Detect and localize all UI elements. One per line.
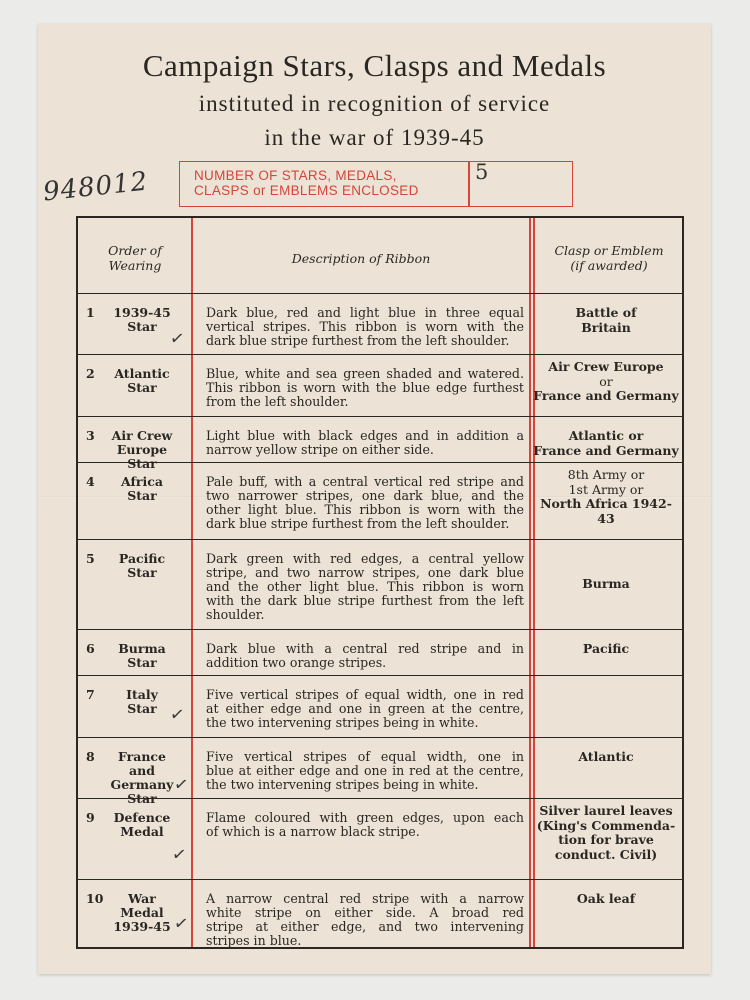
row-medal-name-line: Air Crew: [111, 428, 173, 443]
row-medal-name-line: Pacific: [118, 551, 166, 566]
header-order: [82, 243, 188, 273]
row-ribbon-description-line: stripe, and two narrow stripes, one dark blue: [206, 565, 524, 580]
row-medal-name: [102, 811, 182, 839]
row-clasp-line: Silver laurel leaves: [539, 803, 673, 818]
row-number: 10: [86, 891, 104, 906]
row-ribbon-description-line: the two intervening stripes being in white.: [206, 777, 479, 792]
table-row: [78, 737, 682, 806]
row-ribbon-description: [206, 750, 524, 792]
row-medal-name: [102, 367, 182, 395]
row-medal-name-line: 1939-45: [113, 919, 171, 934]
table-row: [78, 462, 682, 539]
row-number: 9: [86, 810, 95, 825]
table-row: [78, 539, 682, 629]
row-ribbon-description-line: blue at either edge and one in red at the centre,: [206, 763, 524, 778]
row-clasp-emblem: [533, 306, 679, 335]
row-ribbon-description: [206, 475, 524, 531]
row-clasp-emblem: [533, 804, 679, 862]
row-medal-name-line: Italy: [126, 687, 158, 702]
row-ribbon-description-line: Dark blue with a central red stripe and in: [206, 641, 524, 656]
row-ribbon-description-line: of which is a narrow black stripe.: [206, 824, 420, 839]
row-ribbon-description-line: dark blue stripe furthest from the left shoulder.: [206, 516, 510, 531]
row-medal-name: [102, 306, 182, 334]
header-clasp-line1: Clasp or Emblem: [554, 243, 664, 258]
row-medal-name: [102, 552, 182, 580]
row-ribbon-description: [206, 552, 524, 622]
row-ribbon-description: [206, 688, 524, 730]
row-medal-name-line: Star: [127, 791, 157, 806]
row-medal-name-line: 1939-45: [113, 305, 171, 320]
row-clasp-line: France and Germany: [533, 388, 679, 403]
enclosed-count-label: [194, 168, 464, 198]
row-medal-name-line: Star: [127, 319, 157, 334]
row-clasp-line: Pacific: [582, 641, 630, 656]
row-ribbon-description: [206, 642, 524, 670]
row-ribbon-description: [206, 429, 524, 457]
row-ribbon-description-line: and the other light blue. This ribbon is worn: [206, 579, 524, 594]
row-ribbon-description-line: other light blue. This ribbon is worn with the: [206, 502, 524, 517]
row-ribbon-description-line: Blue, white and sea green shaded and watered.: [206, 366, 524, 381]
row-clasp-line: (King's Commenda-: [536, 817, 676, 833]
row-ribbon-description-line: Five vertical stripes of equal width, one in: [206, 749, 524, 764]
row-ribbon-description-line: white stripe on either side. A broad red: [206, 905, 524, 920]
row-medal-name-line: Star: [127, 380, 157, 395]
row-number: 3: [86, 428, 95, 443]
row-clasp-line: 1st Army or: [568, 481, 644, 497]
row-ribbon-description-line: Five vertical stripes of equal width, one in red: [206, 687, 524, 702]
row-clasp-line: Britain: [581, 319, 631, 335]
row-medal-name-line: Star: [127, 701, 157, 716]
row-clasp-line: 8th Army or: [567, 467, 645, 482]
document-subtitle-line2: in the war of 1939-45: [264, 125, 485, 150]
row-ribbon-description-line: This ribbon is worn with the blue edge furthest: [206, 380, 524, 395]
table-row: [78, 879, 682, 951]
row-medal-name-line: Africa: [121, 474, 163, 489]
enclosed-count-divider: [468, 162, 470, 206]
row-ribbon-description-line: Pale buff, with a central vertical red stripe and: [206, 474, 524, 489]
row-ribbon-description-line: Light blue with black edges and in addition a: [206, 428, 524, 443]
header-description: Description of Ribbon: [291, 251, 431, 266]
row-medal-name: [102, 892, 182, 934]
row-ribbon-description-line: narrow yellow stripe on either side.: [206, 442, 434, 457]
row-medal-name-line: Atlantic: [114, 366, 170, 381]
enclosed-count-label-line2: CLASPS or EMBLEMS ENCLOSED: [194, 183, 419, 198]
table-row: [78, 416, 682, 471]
row-clasp-emblem: [533, 468, 679, 526]
row-number: 7: [86, 687, 95, 702]
check-mark-icon: ✓: [168, 704, 186, 726]
row-ribbon-description-line: from the left shoulder.: [206, 394, 349, 409]
row-clasp-line: or: [599, 373, 613, 389]
row-ribbon-description-line: addition two orange stripes.: [206, 655, 387, 670]
header-order-line2: Wearing: [108, 258, 162, 273]
row-ribbon-description-line: Flame coloured with green edges, upon each: [206, 810, 524, 825]
check-mark-icon: ✓: [172, 774, 190, 796]
row-ribbon-description-line: at either edge and one in green at the centre,: [206, 701, 524, 716]
row-ribbon-description: [206, 367, 524, 409]
row-clasp-emblem: [533, 750, 679, 765]
row-medal-name-line: Medal: [120, 824, 164, 839]
row-number: 4: [86, 474, 95, 489]
row-medal-name-line: Burma: [118, 641, 166, 656]
medal-table: [76, 216, 684, 949]
row-number: 5: [86, 551, 95, 566]
row-medal-name-line: Defence: [113, 810, 171, 825]
row-medal-name-line: Star: [127, 565, 157, 580]
row-number: 8: [86, 749, 95, 764]
check-mark-icon: ✓: [170, 844, 188, 866]
row-ribbon-description-line: with the dark blue stripe furthest from the left: [206, 593, 524, 608]
row-medal-name-line: War: [128, 891, 156, 906]
document-subtitle-line1: instituted in recognition of service: [198, 91, 551, 116]
table-row: [78, 354, 682, 416]
row-medal-name-line: Star: [127, 488, 157, 503]
row-ribbon-description-line: stripes in blue.: [206, 933, 302, 948]
row-number: 2: [86, 366, 95, 381]
enclosed-count-box: [179, 161, 573, 207]
header-clasp: [536, 243, 682, 273]
header-clasp-line2: (if awarded): [570, 258, 648, 273]
row-clasp-line: Oak leaf: [576, 891, 636, 906]
row-clasp-line: Battle of: [575, 305, 637, 320]
row-ribbon-description-line: the two intervening stripes being in white.: [206, 715, 479, 730]
row-ribbon-description-line: two narrower stripes, one dark blue, and the: [206, 488, 524, 503]
row-clasp-line: tion for brave: [558, 832, 654, 847]
row-ribbon-description-line: dark blue stripe furthest from the left shoulder.: [206, 333, 510, 348]
row-ribbon-description-line: Dark blue, red and light blue in three equal: [206, 305, 524, 320]
header-order-line1: Order of: [108, 243, 162, 258]
row-medal-name: [102, 475, 182, 503]
row-clasp-emblem: [533, 577, 679, 592]
row-ribbon-description-line: A narrow central red stripe with a narrow: [206, 891, 524, 906]
table-row: [78, 675, 682, 737]
row-medal-name-line: Star: [127, 655, 157, 670]
enclosed-count-label-line1: NUMBER OF STARS, MEDALS,: [194, 168, 397, 183]
enclosed-count-value: 5: [475, 160, 489, 184]
row-clasp-emblem: [533, 892, 679, 907]
document-title: Campaign Stars, Clasps and Medals: [142, 48, 607, 83]
row-ribbon-description-line: Dark green with red edges, a central yellow: [206, 551, 524, 566]
document-sheet: [38, 24, 711, 974]
row-clasp-line: France and Germany: [533, 442, 679, 458]
row-medal-name-line: France: [118, 749, 166, 764]
row-clasp-line: conduct. Civil): [554, 846, 658, 862]
row-ribbon-description-line: stripe at either edge, and two intervening: [206, 919, 524, 934]
row-number: 6: [86, 641, 95, 656]
row-clasp-emblem: [533, 429, 679, 458]
check-mark-icon: ✓: [172, 913, 190, 935]
row-clasp-line: Atlantic: [578, 749, 634, 764]
row-ribbon-description: [206, 306, 524, 348]
row-clasp-emblem: [533, 360, 679, 404]
table-row: [78, 629, 682, 675]
row-clasp-line: Atlantic or: [568, 428, 644, 443]
row-ribbon-description: [206, 811, 524, 839]
row-clasp-line: Air Crew Europe: [548, 359, 664, 374]
handwritten-service-number: 948012: [41, 166, 150, 208]
row-medal-name-line: Europe Star: [116, 442, 168, 471]
row-ribbon-description-line: shoulder.: [206, 607, 265, 622]
row-medal-name-line: and Germany: [110, 763, 174, 792]
check-mark-icon: ✓: [168, 328, 186, 350]
row-clasp-line: North Africa 1942-43: [540, 496, 672, 526]
table-row: [78, 293, 682, 354]
row-clasp-emblem: [533, 642, 679, 657]
row-ribbon-description-line: vertical stripes. This ribbon is worn with the: [206, 319, 524, 334]
row-number: 1: [86, 305, 95, 320]
row-clasp-line: Burma: [582, 575, 630, 591]
row-medal-name: [102, 642, 182, 670]
table-row: [78, 798, 682, 879]
row-ribbon-description: [206, 892, 524, 948]
row-medal-name-line: Medal: [120, 905, 164, 920]
